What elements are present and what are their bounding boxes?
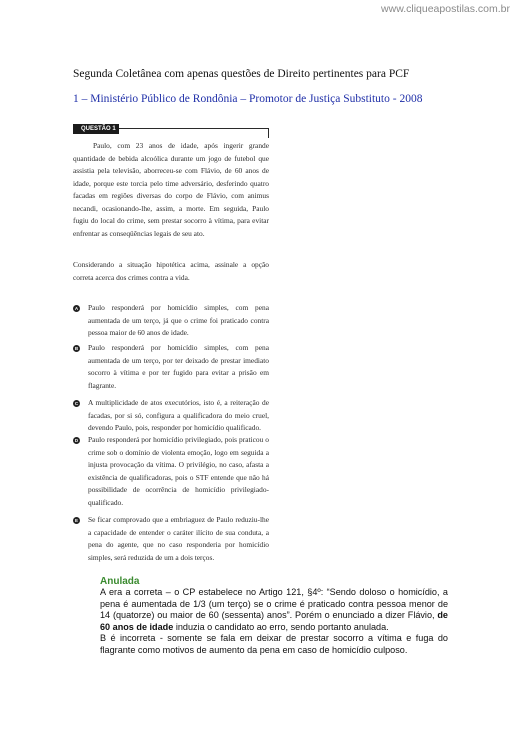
question-header <box>73 124 271 134</box>
answer-explanation <box>100 587 448 657</box>
site-url[interactable]: www.cliqueapostilas.com.br <box>381 3 510 15</box>
question-prompt <box>73 259 269 284</box>
explanation-a-part-1: A era a correta – o CP estabelece no Artigo 121, §4º: “Sendo doloso o homicídio, a pena é aumentada de 1/3 (um terço) se o crime é praticado contra pessoa menor de 14 (quatorze) ou maior de 60 (sessenta) anos”. Porém o enunciado a dizer Flávio, <box>100 587 448 621</box>
option-d-text: Paulo responderá por homicídio privilegiado, pois praticou o crime sob o domínio de violenta emoção, logo em seguida a injusta provocação da vítima. O privilégio, no caso, afasta a existência de qualificadoras, pois o STF entende que não há possibilidade de ocorrência de homicídio privilegiado-qualificado. <box>88 435 269 507</box>
document-title: Segunda Coletânea com apenas questões de Direito pertinentes para PCF <box>73 68 410 80</box>
explanation-paragraph-a <box>100 587 448 633</box>
question-stem-text: Paulo, com 23 anos de idade, após ingerir grande quantidade de bebida alcoólica durante um jogo de futebol que assistia pela televisão, aborreceu-se com Flávio, de 60 anos de idade, porque este torcia pelo time adversário, desferindo quatro facadas em regiões diversas do corpo de Flávio, com animus necandi, ocasionando-lhe, assim, a morte. Em seguida, Paulo fugiu do local do crime, sem prestar socorro à vítima, para evitar enfrentar as conseqüências legais de seu ato. <box>73 141 269 238</box>
option-b-text: Paulo responderá por homicídio simples, com pena aumentada de um terço, por ter deixado de prestar imediato socorro à vítima e por ter fugido para evitar a prisão em flagrante. <box>88 343 269 390</box>
question-label: QUESTÃO 1 <box>73 124 119 134</box>
explanation-paragraph-b: B é incorreta - somente se fala em deixar de prestar socorro a vítima e fuga do flagrante como motivos de aumento da pena em caso de homicídio culposo. <box>100 633 448 655</box>
option-b <box>73 342 269 392</box>
question-rule <box>119 128 269 129</box>
question-rule-end <box>268 128 269 138</box>
option-a-bullet: A <box>74 305 79 311</box>
option-a-text: Paulo responderá por homicídio simples, com pena aumentada de um terço, já que o crime foi praticado contra pessoa maior de 60 anos de idade. <box>88 303 269 337</box>
section-title: 1 – Ministério Público de Rondônia – Promotor de Justiça Substituto - 2008 <box>73 93 423 105</box>
option-e-bullet: E <box>74 517 78 523</box>
option-e-text: Se ficar comprovado que a embriaguez de Paulo reduziu-lhe a capacidade de entender o caráter ilícito de sua conduta, a pena do agente, que no caso responderia por homicídio simples, será reduzida de um a dois terços. <box>88 515 269 562</box>
explanation-a-part-2: induzia o candidato ao erro, sendo portanto anulada. <box>173 621 389 632</box>
question-prompt-text: Considerando a situação hipotética acima, assinale a opção correta acerca dos crimes contra a vida. <box>73 260 269 282</box>
option-b-bullet: B <box>74 345 79 351</box>
option-c-bullet: C <box>74 400 79 406</box>
option-a <box>73 302 269 340</box>
option-c <box>73 397 269 435</box>
option-d-bullet: D <box>74 437 79 443</box>
answer-status: Anulada <box>100 576 140 587</box>
option-c-text: A multiplicidade de atos executórios, isto é, a reiteração de facadas, por si só, configura a qualificadora do meio cruel, devendo Paulo, pois, responder por homicídio qualificado. <box>88 398 269 432</box>
option-e <box>73 514 269 564</box>
question-stem <box>73 140 269 240</box>
explanation-a-bold: de 60 anos de idade <box>100 610 448 632</box>
option-d <box>73 434 269 509</box>
